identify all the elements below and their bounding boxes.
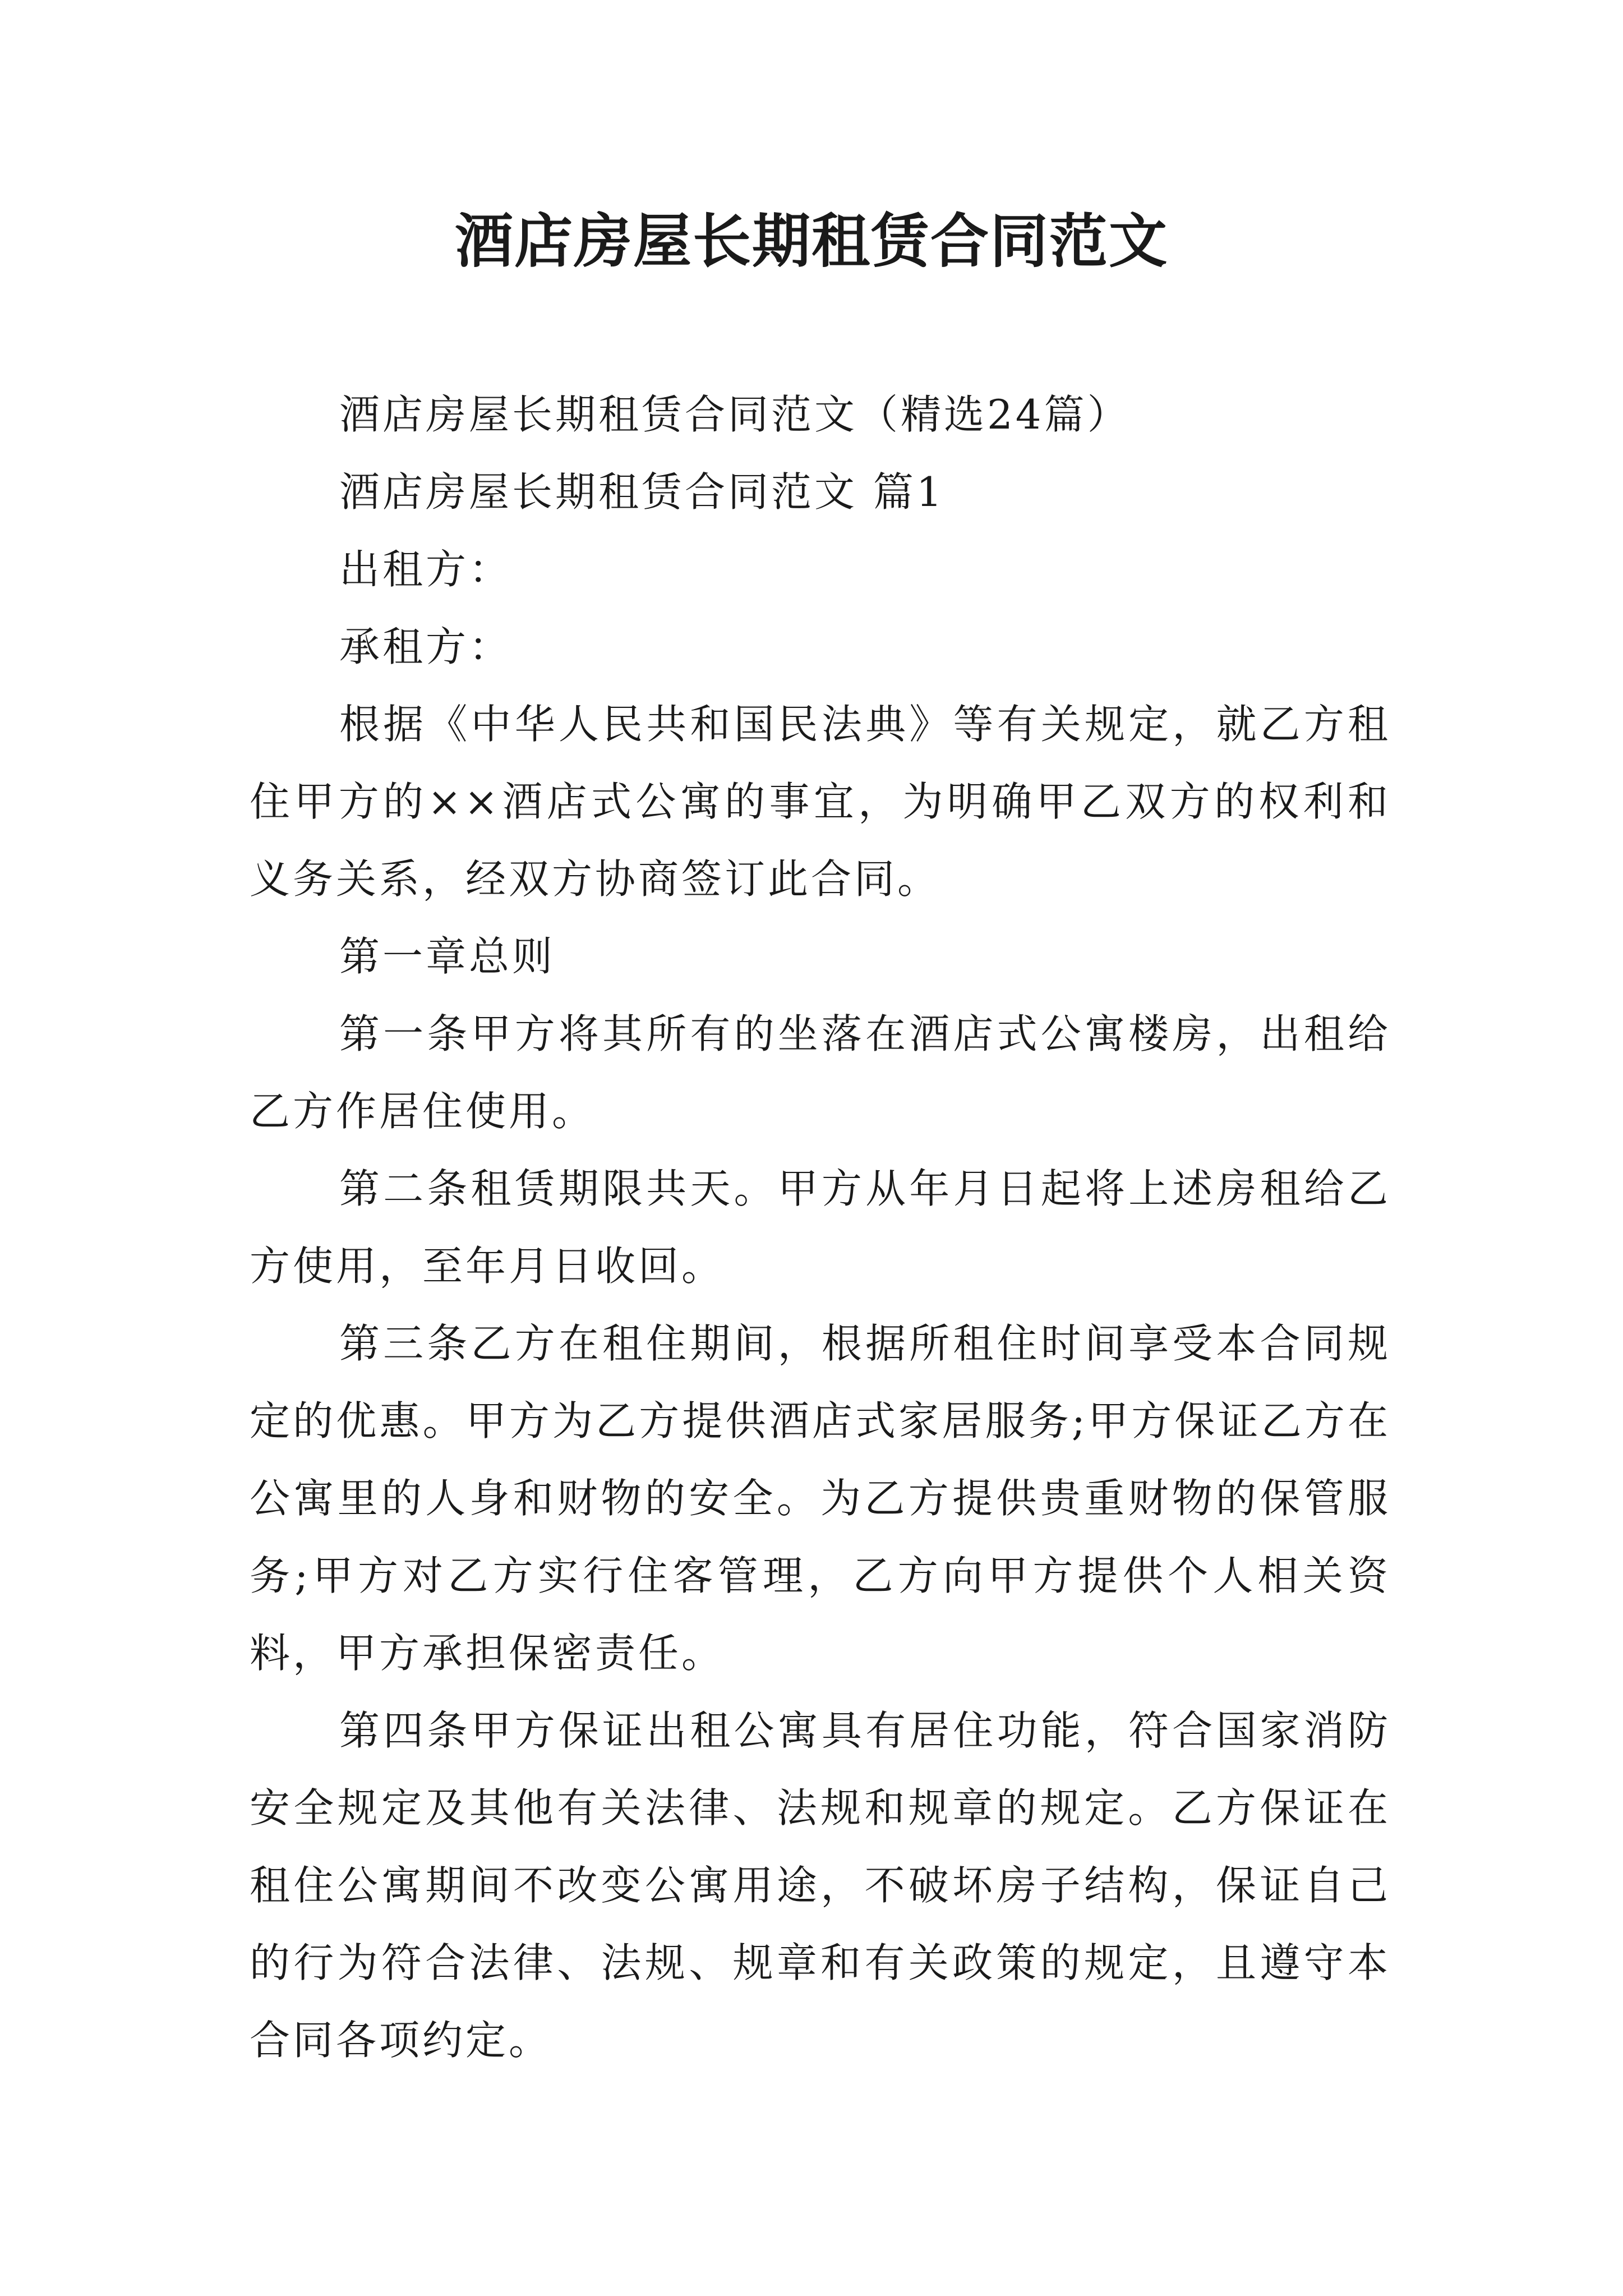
paragraph-article-3: 第三条乙方在租住期间，根据所租住时间享受本合同规定的优惠。甲方为乙方提供酒店式家居服务;甲方保证乙方在公寓里的人身和财物的安全。为乙方提供贵重财物的保管服务;甲方对乙方实行住客管理，乙方向甲方提供个人相关资料，甲方承担保密责任。 — [250, 1320, 1391, 1677]
paragraph-article-4: 第四条甲方保证出租公寓具有居住功能，符合国家消防安全规定及其他有关法律、法规和规章的规定。乙方保证在租住公寓期间不改变公寓用途，不破坏房子结构，保证自己的行为符合法律、法规、规章和有关政策的规定，且遵守本合同各项约定。 — [250, 1707, 1391, 2064]
paragraph-article-1: 第一条甲方将其所有的坐落在酒店式公寓楼房，出租给乙方作居住使用。 — [250, 1010, 1391, 1135]
paragraph-lessee: 承租方： — [339, 623, 513, 670]
paragraph-chapter-heading: 第一章总则 — [339, 933, 556, 980]
paragraph-subtitle: 酒店房屋长期租赁合同范文（精选24篇） — [339, 391, 1131, 438]
document-title: 酒店房屋长期租赁合同范文 — [454, 206, 1168, 275]
paragraph-section-heading: 酒店房屋长期租赁合同范文 篇1 — [339, 468, 945, 516]
paragraph-preamble: 根据《中华人民共和国民法典》等有关规定，就乙方租住甲方的××酒店式公寓的事宜，为明确甲乙双方的权利和义务关系，经双方协商签订此合同。 — [250, 701, 1391, 903]
document-body — [250, 376, 1391, 2079]
paragraph-article-2: 第二条租赁期限共天。甲方从年月日起将上述房租给乙方使用，至年月日收回。 — [250, 1165, 1391, 1290]
paragraph-lessor: 出租方： — [339, 546, 513, 593]
